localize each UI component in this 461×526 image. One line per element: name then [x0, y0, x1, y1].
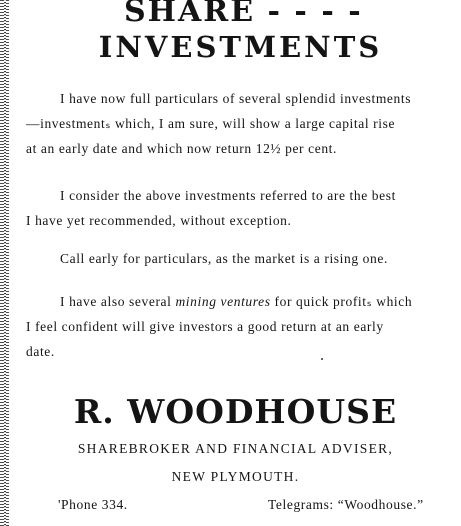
- telegram-address: Telegrams: “Woodhouse.”: [268, 497, 424, 512]
- broker-name: R. WOODHOUSE: [73, 392, 398, 431]
- headline-share: SHARE - - - -: [124, 0, 363, 29]
- paragraph-line: date.: [26, 344, 55, 359]
- paragraph-call-early: [34, 246, 458, 271]
- text-run: for quick profitₛ which: [270, 294, 413, 309]
- paragraph-line: I consider the above investments referred to are the best: [60, 188, 396, 203]
- paragraph-line: at an early date and which now return 12½ per cent.: [26, 141, 337, 156]
- phone-number: 'Phone 334.: [58, 497, 128, 512]
- paragraph-line: I have now full particulars of several splendid investments: [60, 91, 412, 106]
- paragraph-line: [34, 289, 458, 314]
- print-speck: [321, 358, 323, 360]
- paragraph-recommendation: [26, 183, 458, 233]
- paragraph-line: —investmentₛ which, I am sure, will show a large capital rise: [26, 116, 396, 131]
- text-run: I have also several: [60, 294, 176, 309]
- mining-ventures-emphasis: mining ventures: [175, 294, 271, 309]
- paragraph-line: I have yet recommended, without exception.: [26, 213, 292, 228]
- headline-investments: INVESTMENTS: [98, 30, 383, 64]
- broker-location: NEW PLYMOUTH.: [171, 469, 300, 484]
- paragraph-mining-ventures: [26, 289, 458, 364]
- paragraph-line: I feel confident will give investors a good return at an early: [26, 319, 384, 334]
- paragraph-investments: [26, 86, 458, 161]
- broker-title: SHAREBROKER AND FINANCIAL ADVISER,: [77, 441, 394, 456]
- paragraph-line: Call early for particulars, as the market is a rising one.: [60, 251, 388, 266]
